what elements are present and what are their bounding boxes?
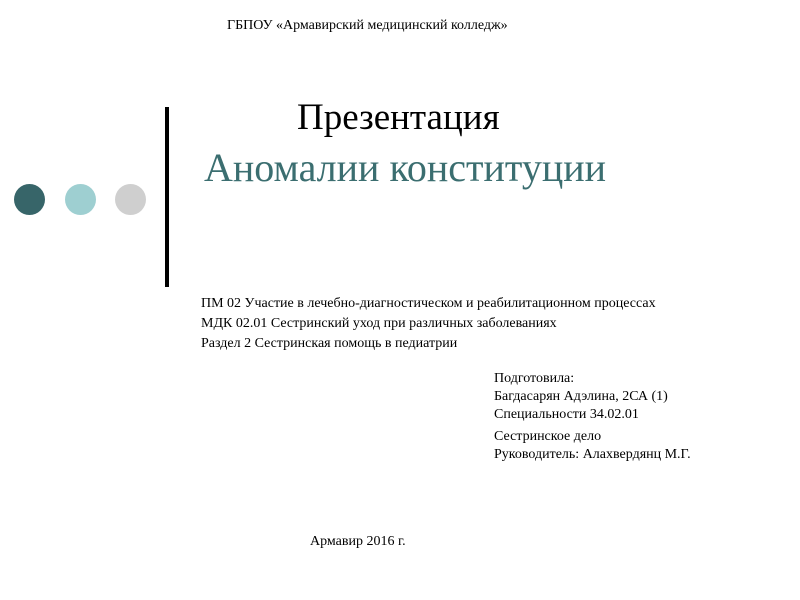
module-line-mdk: МДК 02.01 Сестринский уход при различных заболеваниях <box>201 316 557 331</box>
specialty-code: Специальности 34.02.01 <box>494 407 639 422</box>
specialty-name: Сестринское дело <box>494 429 602 444</box>
prepared-by-label: Подготовила: <box>494 371 575 386</box>
module-info <box>201 294 656 354</box>
decor-dot-light-teal <box>65 184 96 215</box>
decor-dot-dark-teal <box>14 184 45 215</box>
author-info <box>494 370 691 464</box>
vertical-divider <box>165 107 169 287</box>
college-name: ГБПОУ «Армавирский медицинский колледж» <box>227 18 508 33</box>
supervisor: Руководитель: Алахвердянц М.Г. <box>494 447 691 462</box>
module-line-section: Раздел 2 Сестринская помощь в педиатрии <box>201 336 458 351</box>
slide-subtitle: Аномалии конституции <box>204 145 607 190</box>
city-year: Армавир 2016 г. <box>310 534 406 549</box>
module-line-pm: ПМ 02 Участие в лечебно-диагностическом и реабилитационном процессах <box>201 296 656 311</box>
slide-title: Презентация <box>297 97 500 138</box>
decor-dot-gray <box>115 184 146 215</box>
author-name: Багдасарян Адэлина, 2СА (1) <box>494 389 668 404</box>
